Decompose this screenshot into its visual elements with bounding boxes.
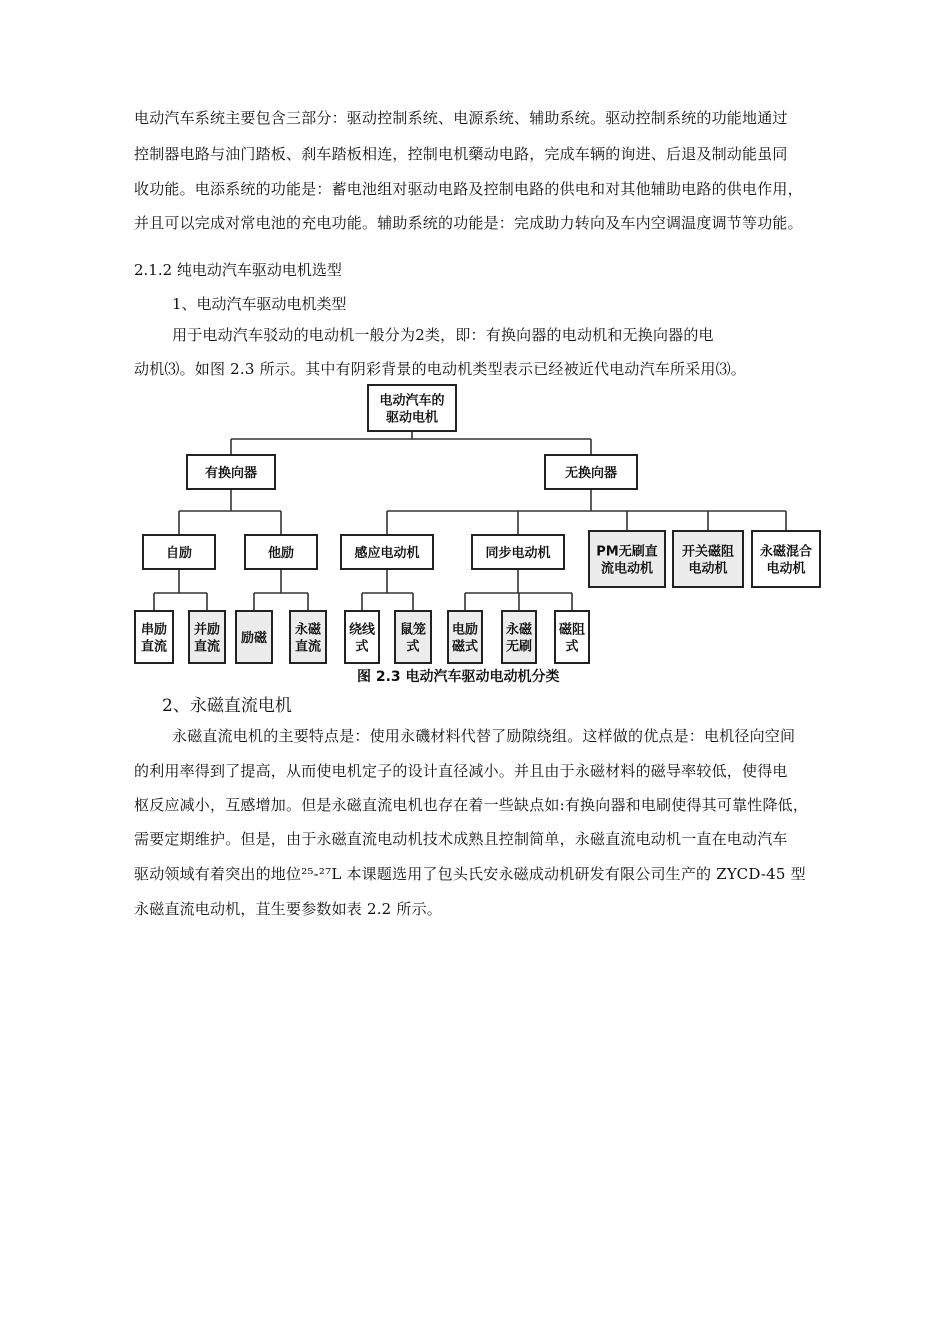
level3-node-label: 永磁 — [294, 622, 322, 638]
level3-node-label: 磁阻 — [558, 622, 586, 638]
motor-classification-figure — [125, 383, 825, 688]
paragraph-2-line-1: 用于电动汽车驳动的电动机一般分为2类，即：有换向器的电动机和无换向器的电 — [172, 326, 714, 344]
level3-node-label: 励磁 — [240, 631, 268, 646]
level3-node-label: 直流 — [294, 639, 322, 655]
paragraph-2-line-2: 动机⑶。如图 2.3 所示。其中有阴彩背景的电动机类型表示已经被近代电动汽车所采用⑶。 — [134, 360, 746, 378]
level2-node-label: 开关磁阻 — [681, 544, 735, 560]
paragraph-3-line-1: 永磁直流电机的主要特点是：使用永磯材料代替了励隙绕组。这样做的优点是：电机径向空间 — [172, 727, 796, 745]
level2-node-label: 电动机 — [766, 561, 806, 577]
figure-caption: 图 2.3 电动汽车驱动电动机分类 — [357, 669, 560, 685]
root-node-label: 电动汽车的 — [379, 393, 445, 409]
level2-node-label: 永磁混合 — [759, 544, 813, 560]
level3-node-label: 无刷 — [505, 639, 533, 655]
level3-node-label: 式 — [355, 639, 369, 655]
paragraph-3-line-3: 枢反应减小，互感增加。但是永磁直流电机也存在着一些缺点如:有换向器和电刷使得其可靠性降低， — [134, 796, 809, 814]
subsection-heading-2: 2、永磁直流电机 — [162, 696, 292, 716]
level3-node-label: 直流 — [193, 639, 221, 655]
level2-node-label: 自励 — [165, 546, 193, 561]
intro-line-3: 收功能。电添系统的功能是：蓄电池组对驱动电路及控制电路的供电和对其他辅助电路的供电作用， — [134, 180, 803, 198]
level1-node-label: 有换向器 — [204, 466, 258, 481]
level2-node-label: 感应电动机 — [354, 546, 420, 561]
tree-boxes — [135, 385, 820, 663]
intro-line-2: 控制器电路与油门踏板、刹车踏板相连，控制电机藥动电路，完成车辆的询进、后退及制动能虽同 — [134, 145, 788, 163]
level3-node-label: 并励 — [193, 622, 221, 638]
level2-node-label: 流电动机 — [600, 561, 654, 577]
paragraph-3-line-6: 永磁直流电动机，苴生要参数如表 2.2 所示。 — [134, 900, 442, 918]
level3-node-label: 磁式 — [451, 639, 479, 655]
paragraph-3-line-4: 需要定期维护。但是，由于永磁直流电动机技术成熟且控制简单，永磁直流电动机一直在电动汽车 — [134, 830, 788, 848]
subsection-heading-1: 1、电动汽车驱动电机类型 — [172, 295, 347, 313]
level3-node-label: 电励 — [451, 622, 479, 638]
paragraph-3-line-2: 的利用率得到了提高，从而使电机定子的设计直径减小。并且由于永磁材料的磁导率较低，使得电 — [134, 762, 788, 780]
level2-node-label: 他励 — [267, 546, 295, 561]
intro-line-4: 并且可以完成对常电池的充电功能。辅助系统的功能是：完成助力转向及车内空调温度调节等功能。 — [134, 214, 803, 232]
level1-node-label: 无换向器 — [564, 466, 618, 481]
level3-node-label: 式 — [565, 639, 579, 655]
level3-node-label: 串励 — [140, 622, 168, 638]
level3-node-label: 永磁 — [505, 622, 533, 638]
level3-node-label: 直流 — [140, 639, 168, 655]
level3-node-label: 绕线 — [348, 622, 376, 638]
section-heading: 2.1.2 纯电动汽车驱动电机选型 — [134, 261, 342, 279]
intro-line-1: 电动汽车系统主要包含三部分：驱动控制系统、电源系统、辅助系统。驱动控制系统的功能地通过 — [134, 109, 788, 127]
level3-node-label: 式 — [406, 639, 420, 655]
level3-node-label: 鼠笼 — [399, 622, 427, 638]
level2-node-label: 电动机 — [688, 561, 728, 577]
level2-node-label: PM无刷直 — [596, 544, 658, 560]
root-node-label: 驱动电机 — [385, 410, 439, 426]
paragraph-3-line-5: 驱动领域有着突出的地位²⁵-²⁷L 本课题选用了包头氏安永磁成动机研发有限公司生产的 ZYCD-45 型 — [134, 865, 806, 883]
level2-node-label: 同步电动机 — [485, 546, 551, 561]
